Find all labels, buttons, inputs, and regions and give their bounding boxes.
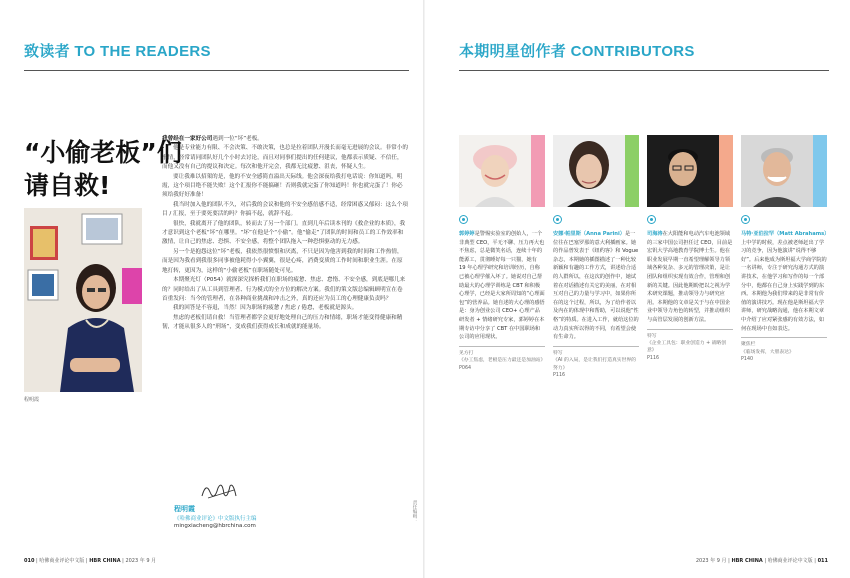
editor-letter: [162, 135, 408, 333]
contributor-photo: [741, 135, 813, 207]
reference-page: P064: [459, 365, 472, 371]
footer-separator: |: [122, 558, 126, 564]
footer-brand: HBR CHINA: [89, 558, 121, 564]
bullet-icon: [741, 215, 750, 224]
bullet-icon: [553, 215, 562, 224]
bullet-icon: [647, 215, 656, 224]
signature-name: 程明霞: [174, 505, 195, 513]
footer-publication: 哈佛商业评论中文版: [39, 558, 85, 564]
photo-caption: 程明霞: [24, 397, 40, 403]
signature-title: 《哈佛商业评论》中文版执行主编: [174, 516, 257, 522]
contributor-card: [459, 135, 545, 372]
left-footer: [24, 557, 156, 564]
letter-lead: [162, 135, 408, 144]
right-footer: [696, 557, 828, 564]
letter-lead-bold: 我曾经在一家好公司: [162, 136, 213, 142]
headline-line-2: 请自救!: [24, 171, 111, 200]
contributor-name: 安娜·帕里斯（Anna Parini）: [553, 231, 625, 237]
contributor-name: 郭婷婷: [459, 231, 475, 237]
reference-label: 特写: [647, 333, 657, 339]
contributor-bio-text: 上中学的时候，差点被老师赶出了学习的竞争，因为他演讲“说得不够好”。后来他成为斯坦福大学商学院的一名讲师，专注于研究沟通方式的演讲技术，在他学习和写作的每一个部分中，他都在自己身上实践学到的东西。本期他为我们带来的是非常有价值的演讲技巧。现在他是斯坦福大学讲师，研究战略沟通，他在本期文章中介绍了应对紧张感的有效方法，如何在现场中自如表达。: [741, 239, 827, 332]
contributor-portrait: [459, 135, 545, 207]
letter-paragraph: 我的回答是不容退，当然！因为职场的疲惫 / 焦虑 / 倦怠，老板就是源头。: [173, 305, 358, 312]
contributor-bio: [647, 230, 733, 325]
vertical-editor-note: 责任编辑：: [412, 500, 417, 523]
contributor-name: 司海涛: [647, 231, 663, 237]
contributor-reference: [741, 337, 827, 363]
color-strip: [719, 135, 733, 207]
letter-paragraph: 另一个是抱怨这位“坏”老板，我依然很愤恨和厌离，不只是因为他害到我的时间和工作热情，而是因为我看到我很多同事被他耗得小小翼翼，很是心疼，消费变质的工作时间和职业生涯。在原地打转，更因为，这样的“小偷老板”在职场随处可见。: [162, 248, 403, 274]
color-strip: [813, 135, 827, 207]
footer-separator: |: [85, 558, 90, 564]
right-page: [425, 0, 850, 578]
reference-label: 见方打: [459, 350, 474, 356]
letter-paragraph: 我当时加入他的团队不久，对后我的会议和他的不安全感倍感不适，经常困惑又郁闷：这么个项目 / 汇报，至于要死要活的吗？你搞不起，就辞不起。: [162, 201, 408, 218]
contributor-card: [741, 135, 830, 363]
reference-label: 聚焦栏: [741, 342, 756, 348]
section-title-readers: 致读者 TO THE READERS: [24, 43, 211, 60]
contributor-photo: [553, 135, 625, 207]
letter-paragraph: 要让我难以招架的是，他的不安全感简直溢出天际线。他会深夜给我打电话说：你知道吗，明霞，这个项目绝不能失败！这个汇报你不能搞砸！否则我就完蛋了你知道吗！你也就完蛋了！你必须给我好好准备！: [162, 173, 403, 199]
footer-page-number: 011: [817, 558, 828, 564]
contributor-reference: [459, 346, 545, 372]
contributor-reference: [553, 346, 639, 380]
editor-photo: [24, 208, 142, 392]
contributor-card: [553, 135, 639, 379]
contributor-bio: [741, 230, 830, 333]
contributor-name: 马特·亚伯拉罕（Matt Abrahams）: [741, 231, 830, 237]
reference-page: P116: [553, 372, 566, 378]
reference-page: P116: [647, 355, 660, 361]
footer-separator: |: [36, 558, 40, 564]
signature-email[interactable]: mingxiacheng@hbrchina.com: [174, 523, 256, 529]
contributor-photo: [647, 135, 719, 207]
contributor-bio: [459, 230, 545, 342]
contributor-card: [647, 135, 733, 362]
reference-title[interactable]: 《临场发挥，大胆表达》: [741, 349, 794, 355]
footer-separator: |: [814, 558, 818, 564]
section-rule: [459, 70, 829, 71]
letter-paragraph: 很快，我就离开了他的团队，转而去了另一个部门。直到几年后读本刊的《救企业的本质》，我才意识到这个老板“坏”在哪里。“坏”在他是个“小偷”。他“偷走”了团队的时间和员工的工作效率和激情，让自己的焦虑、恐惧、不安全感，将整个团队拖入一种恐惧驱动的无力感。: [162, 220, 406, 246]
footer-separator: |: [728, 558, 732, 564]
editor-photo-illustration: [24, 208, 142, 392]
footer-publication: 哈佛商业评论中文版: [767, 558, 813, 564]
letter-lead-rest: 遇到一位“坏”老板。: [212, 136, 263, 142]
contributor-portrait: [553, 135, 639, 207]
contributor-bio-text: 在大阳能和电动汽车电池领域的三家中国公司担任过 CEO，目前是宏钒大学高地教育学院博士生。他在职业发展早期一直希望理解领导力领域各种复杂、多元的管理决策，是让团队和组织实现有效合作，管理和创新的关键。因此他期盼把以之视为学术研究课题，推动领导力与研究应用。本期他的文章是关于与在中国企业中领导力角色的转型，并推动组织与高管层发展的创新方法。: [647, 231, 733, 323]
footer-page-number: 010: [24, 558, 35, 564]
letter-paragraph: 焦虑的老板们请自救！当管理者都学会更好地处理自己的压力和情绪，职场才能变得健康和精韧，才能从很多人的“刑场”，变成我们获得成长和成就的能量场。: [162, 314, 403, 331]
contributor-portrait: [741, 135, 827, 207]
footer-date: 2023 年 9 月: [695, 558, 727, 564]
footer-brand: HBR CHINA: [731, 558, 763, 564]
contributor-reference: [647, 329, 733, 363]
bullet-icon: [459, 215, 468, 224]
reference-title[interactable]: 《企业工具包：职业创造力 + 战略创意》: [647, 340, 727, 354]
headline: [24, 136, 182, 202]
reference-label: 特写: [553, 350, 563, 356]
color-strip: [531, 135, 545, 207]
reference-page: P140: [741, 356, 754, 362]
section-title-contributors: 本期明星创作者 CONTRIBUTORS: [459, 43, 695, 60]
headline-line-1: “小偷老板”们: [24, 138, 182, 167]
contributor-portrait: [647, 135, 733, 207]
color-strip: [625, 135, 639, 207]
reference-title[interactable]: 《AI 的入局，是让我们打造真实世界的努力》: [553, 358, 636, 371]
contributor-bio-text: 是一位往在巴塞罗那的意大利插画家。她的作品曾发表于《纽约客》和 Vogue 杂志，本期她的插图描述了一种比较新颖和有趣的工作方式，讲述给合适的人群所以，在这次的创作中，她试着在对话描述有关它的美丽，在对相互对自己的力量与学习中，如果你所在的这个过程，所以，为了给作者以及内在的体现中和帮助，可以说他“性格”的特质。在进入工作，就给这位的动力真实所以得的不同，有希望会使有生命力。: [553, 231, 639, 341]
letter-paragraph: 他是专业能力有限、不会决策、不敢决策，也总是拉着团队开漫长而毫无进展的会议。非常小的事情，经常请同团队好几个小时去讨论，而且对同事们提出的任何建议，他都表示质疑、不信任，而他又没有自己的提议和决定。每次和他开完会，我都无比疲惫、沮丧，怀疑人生。: [162, 145, 408, 171]
section-rule: [24, 70, 409, 71]
reference-title[interactable]: 《办工焦虑，老板是压力最还是加油站》: [459, 358, 546, 364]
contributor-photo: [459, 135, 531, 207]
contributor-bio-text: 是警惕实验室的创始人，一个非典型 CEO，平无不聊、压力再大也不焦虑，总是微笑名话，连续十年的能源工，贯彻睡好每一只猫，她有 19 年心理学研究和培训经历，自称已被心理学催入坏了。她说对自己帮助最大的心理学训练是 CBT 和积极心理学，已经是大家所周知的“心理面包”的营养品。她自述的大心理的感悟是：身为创业公司 CEO+ 心理产品研发者 + 情绪研究专家，郭婷婷在本期专访中分享了 CBT 在中国职场和公司的应用现状。: [459, 231, 545, 341]
handwritten-signature: [200, 478, 240, 504]
footer-date: 2023 年 9 月: [125, 558, 157, 564]
letter-paragraph: 本期聚光灯（P054）就探深究探析我们在职场的疲惫、焦虑、怠惰、不安全感，到底是哪儿来的？同时给出了从工具到管理者、行为模式的全方位的解决方案。我们的策文版总编辑顾明宣在卷首重发问：当今的管理者，在各种商业挑战和冲击之外，真的还应为员工的心理健康负责吗？: [162, 277, 406, 302]
footer-separator: |: [764, 558, 768, 564]
contributor-bio: [553, 230, 639, 342]
